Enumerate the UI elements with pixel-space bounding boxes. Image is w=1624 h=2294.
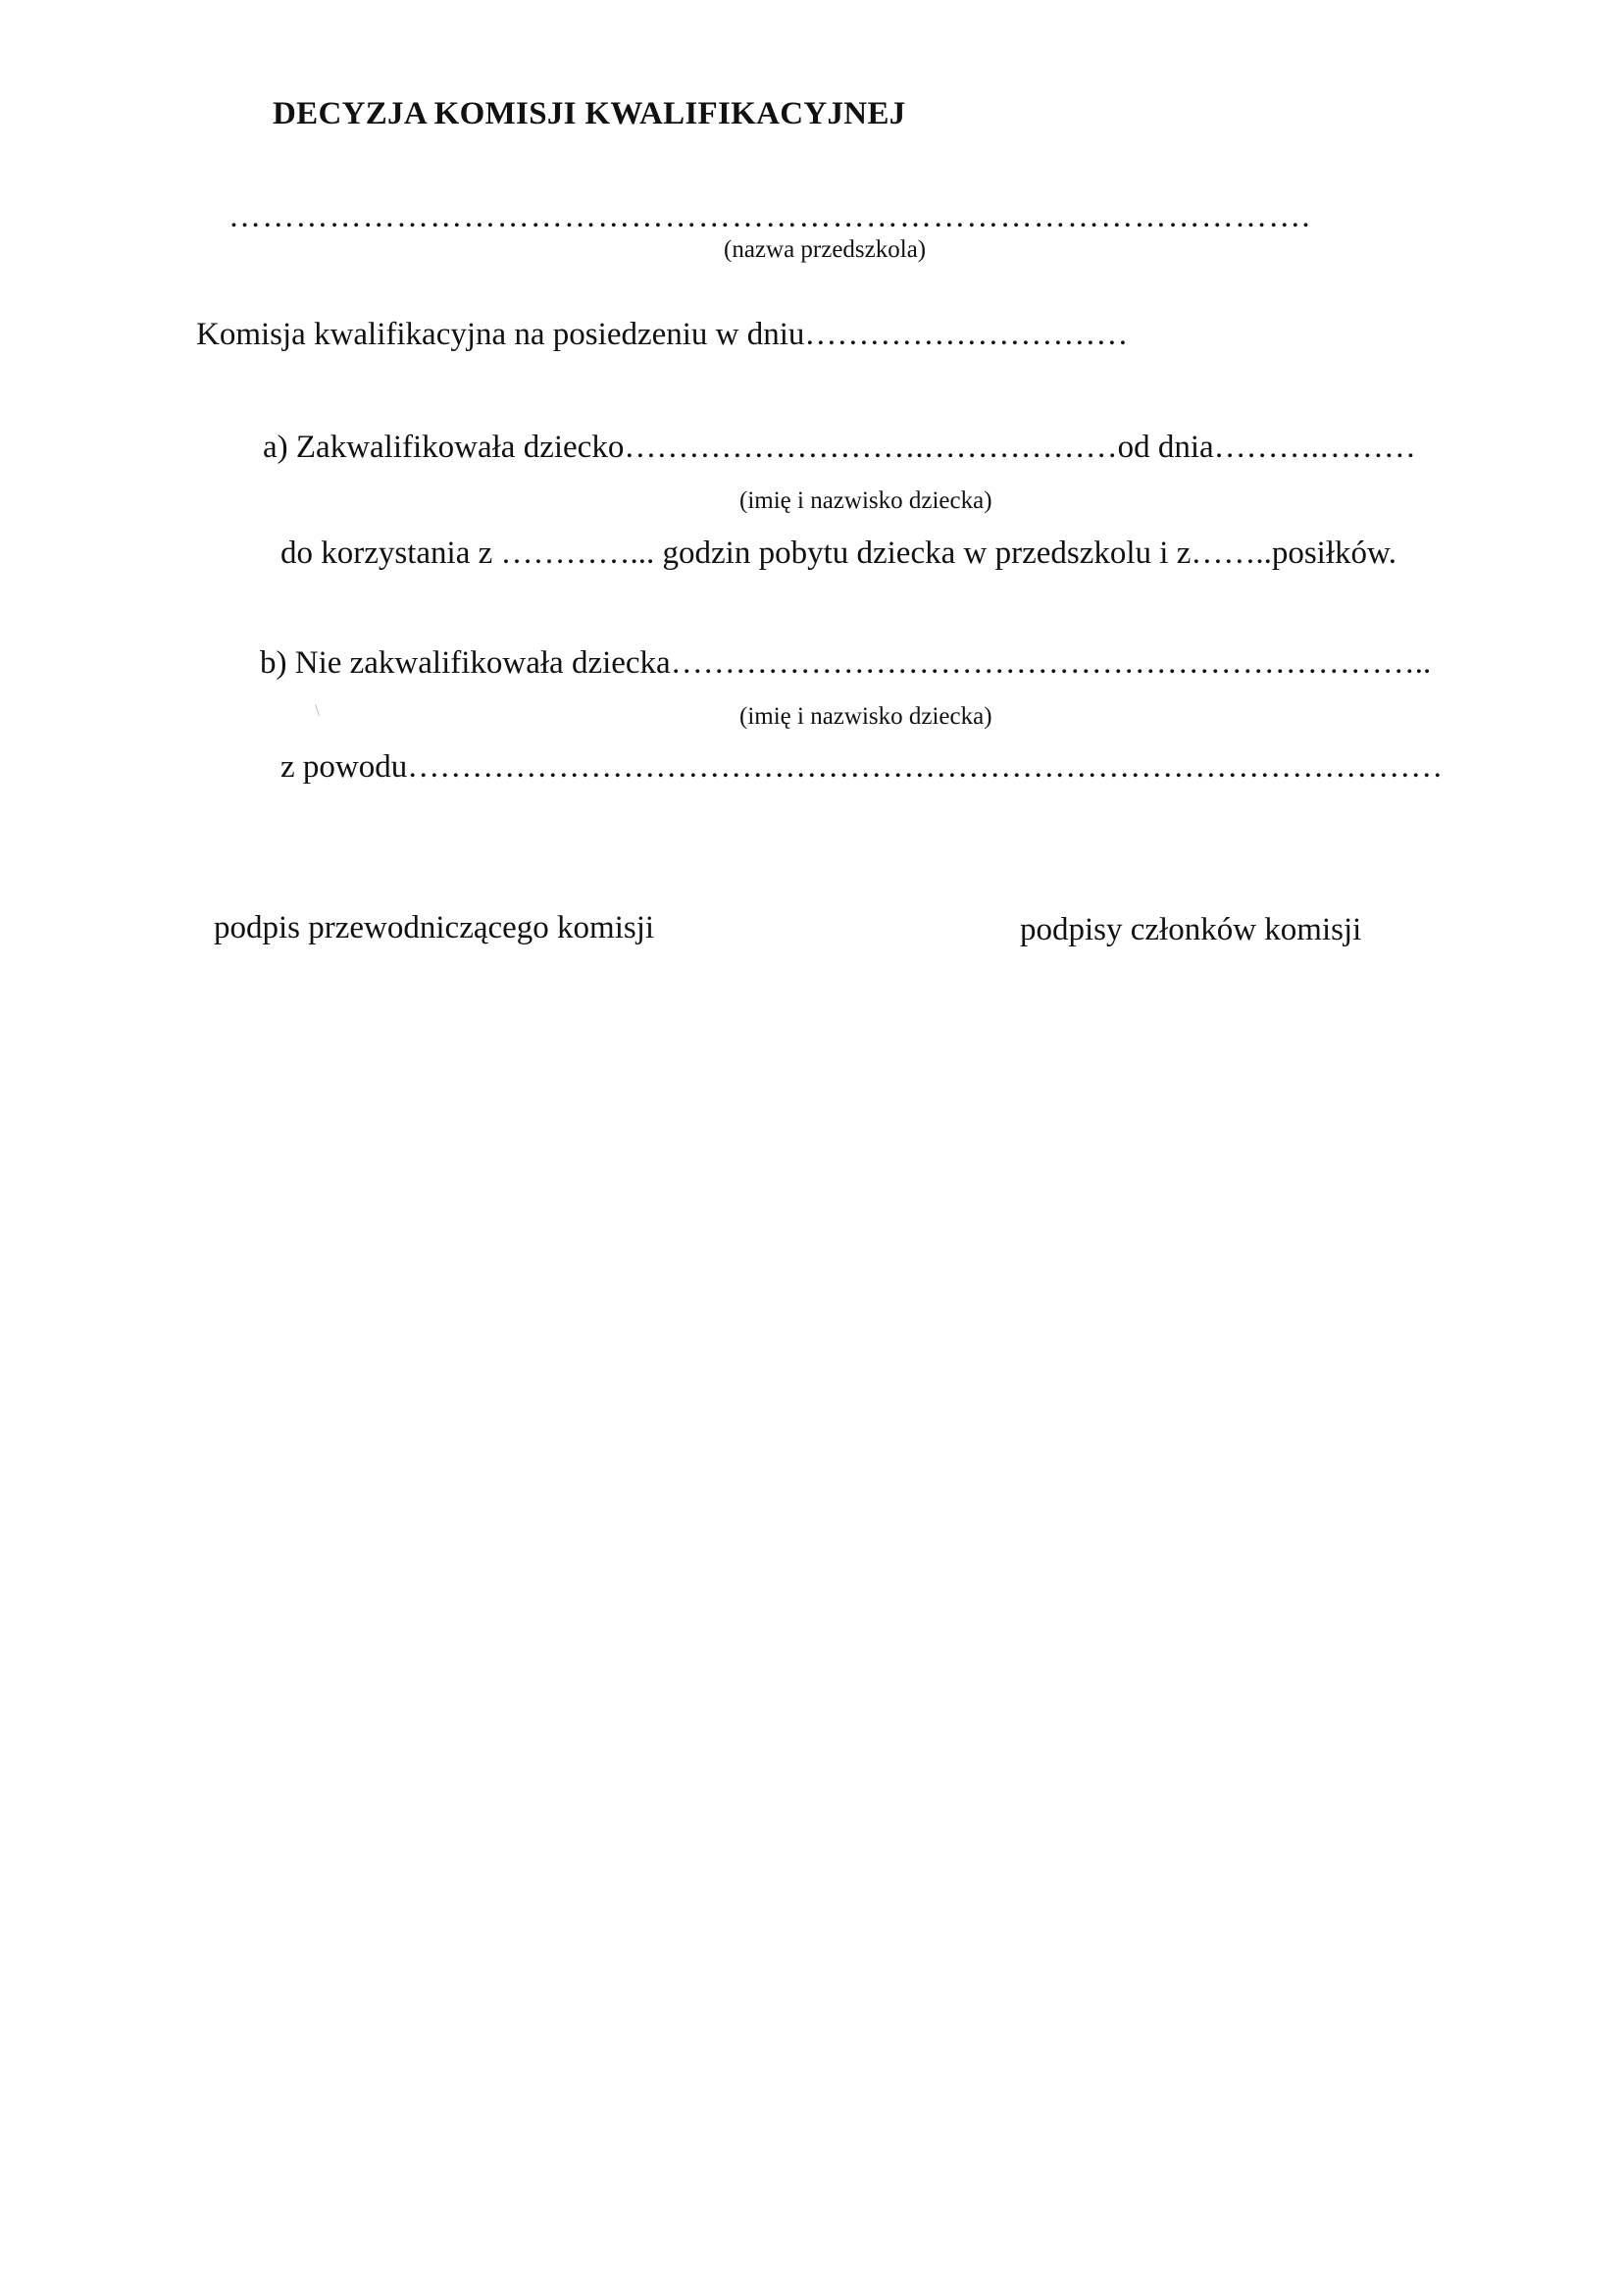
school-name-caption: (nazwa przedszkola): [724, 236, 927, 263]
document-title: DECYZJA KOMISJI KWALIFIKACYJNEJ: [273, 96, 906, 131]
members-signature-label: podpisy członków komisji: [1020, 912, 1362, 947]
hours-meals-line: do korzystania z …………... godzin pobytu dziecka w przedszkolu i z……..posiłków.: [280, 535, 1396, 571]
chair-signature-label: podpis przewodniczącego komisji: [214, 910, 655, 945]
stray-mark: [315, 704, 320, 716]
reason-line: z powodu……………………………………………………………………………………: [280, 749, 1444, 785]
meeting-date-line: Komisja kwalifikacyjna na posiedzeniu w dniu…………………………: [196, 317, 1129, 352]
not-qualified-child-line: b) Nie zakwalifikowała dziecka……………………………………………………………..: [260, 645, 1432, 681]
school-name-field[interactable]: …………………………………………………………………………………….: [228, 199, 1311, 234]
qualified-child-caption: (imię i nazwisko dziecka): [739, 487, 992, 514]
not-qualified-child-caption: (imię i nazwisko dziecka): [739, 703, 992, 730]
qualified-child-line: a) Zakwalifikowała dziecko……………………….………………od dnia……….………: [263, 430, 1416, 465]
